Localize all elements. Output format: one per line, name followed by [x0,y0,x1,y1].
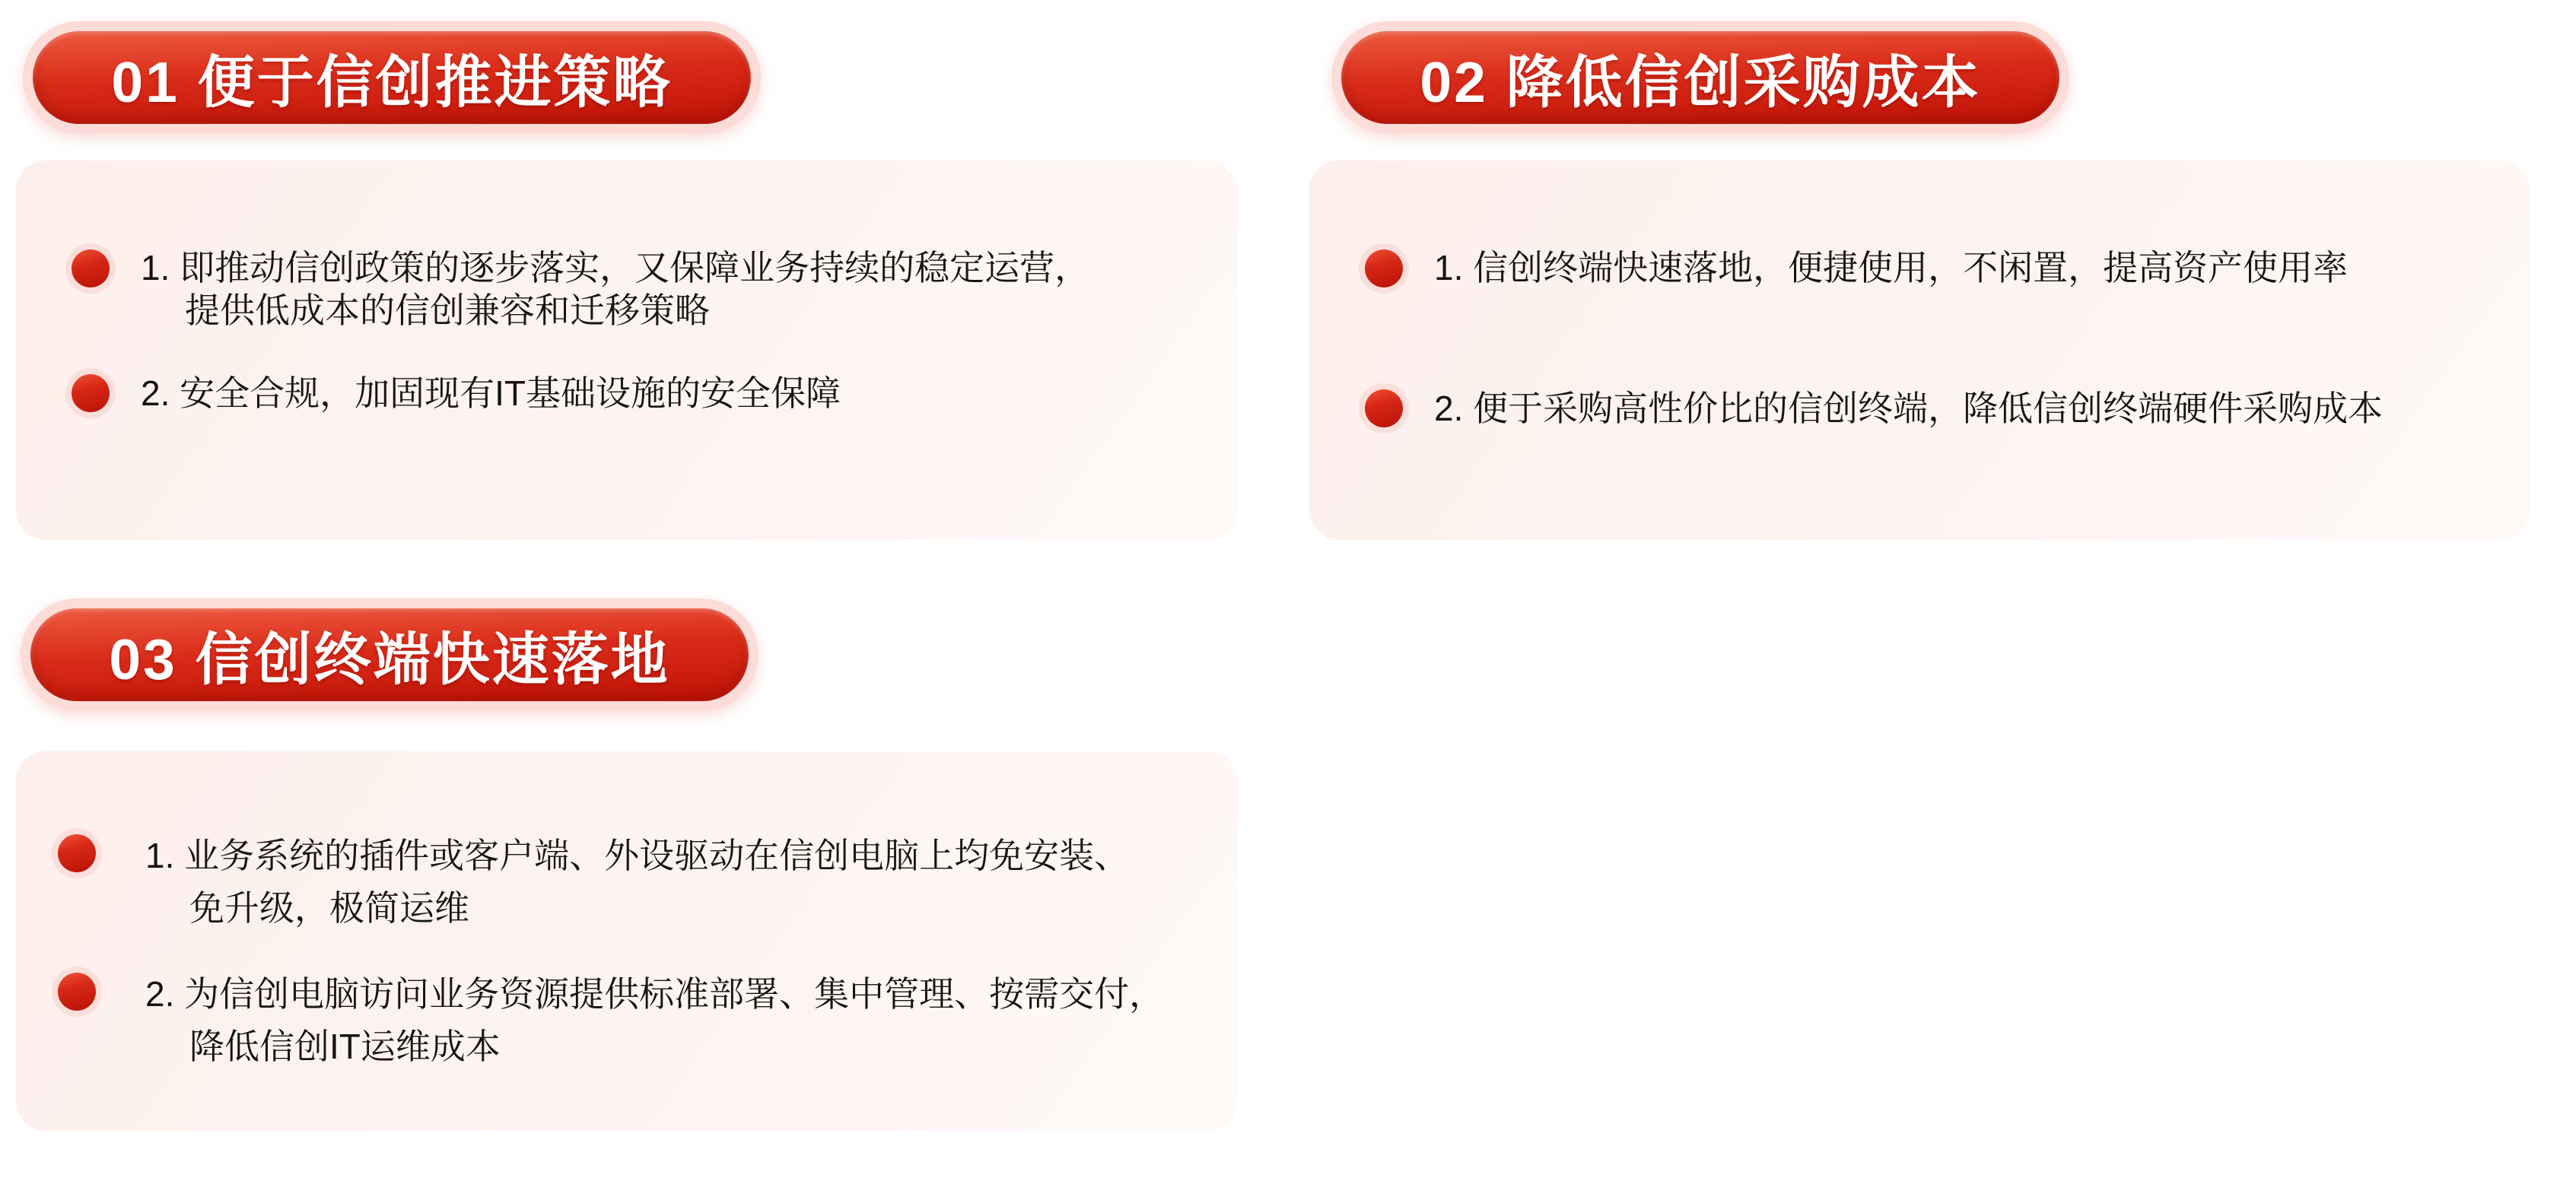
section-01-bullet-2 [141,372,841,414]
bullet-line: 1. 即推动信创政策的逐步落实，又保障业务持续的稳定运营， [141,248,1090,287]
section-03-bullet-1 [145,830,1129,935]
bullet-dot-icon [58,834,96,872]
section-02-header-pill [1331,21,2069,134]
section-01-header-pill [23,21,761,134]
bullet-dot-icon [72,374,110,412]
bullet-dot-icon [58,973,96,1011]
bullet-dot-icon [1365,249,1403,287]
section-01-bullet-1 [141,246,1089,332]
section-02-header-pill-core [1341,31,2059,124]
section-03-header-pill [21,599,758,711]
section-03-header-pill-core [30,608,749,701]
section-02-card [1309,160,2530,540]
section-02-title: 02 降低信创采购成本 [1420,49,1981,114]
bullet-line: 1. 业务系统的插件或客户端、外设驱动在信创电脑上均免安装、 [145,836,1130,875]
section-01-header-pill-core [33,31,751,124]
section-03-title: 03 信创终端快速落地 [109,627,670,691]
bullet-line: 免升级，极简运维 [189,888,469,928]
section-02-bullet-2 [1434,387,2383,430]
section-03-bullet-2 [145,968,1164,1073]
section-01-title: 01 便于信创推进策略 [111,49,673,114]
section-01-card [16,160,1237,540]
bullet-dot-icon [72,249,110,287]
bullet-line: 2. 为信创电脑访问业务资源提供标准部署、集中管理、按需交付， [145,974,1165,1014]
bullet-line: 2. 便于采购高性价比的信创终端，降低信创终端硬件采购成本 [1434,389,2384,428]
bullet-line: 降低信创IT运维成本 [189,1027,501,1066]
section-02-bullet-1 [1434,246,2348,289]
section-03-card [16,751,1237,1131]
bullet-line: 提供低成本的信创兼容和迁移策略 [185,291,710,330]
bullet-line: 1. 信创终端快速落地，便捷使用，不闲置，提高资产使用率 [1434,248,2349,287]
bullet-dot-icon [1365,389,1403,427]
bullet-line: 2. 安全合规，加固现有IT基础设施的安全保障 [141,373,841,413]
